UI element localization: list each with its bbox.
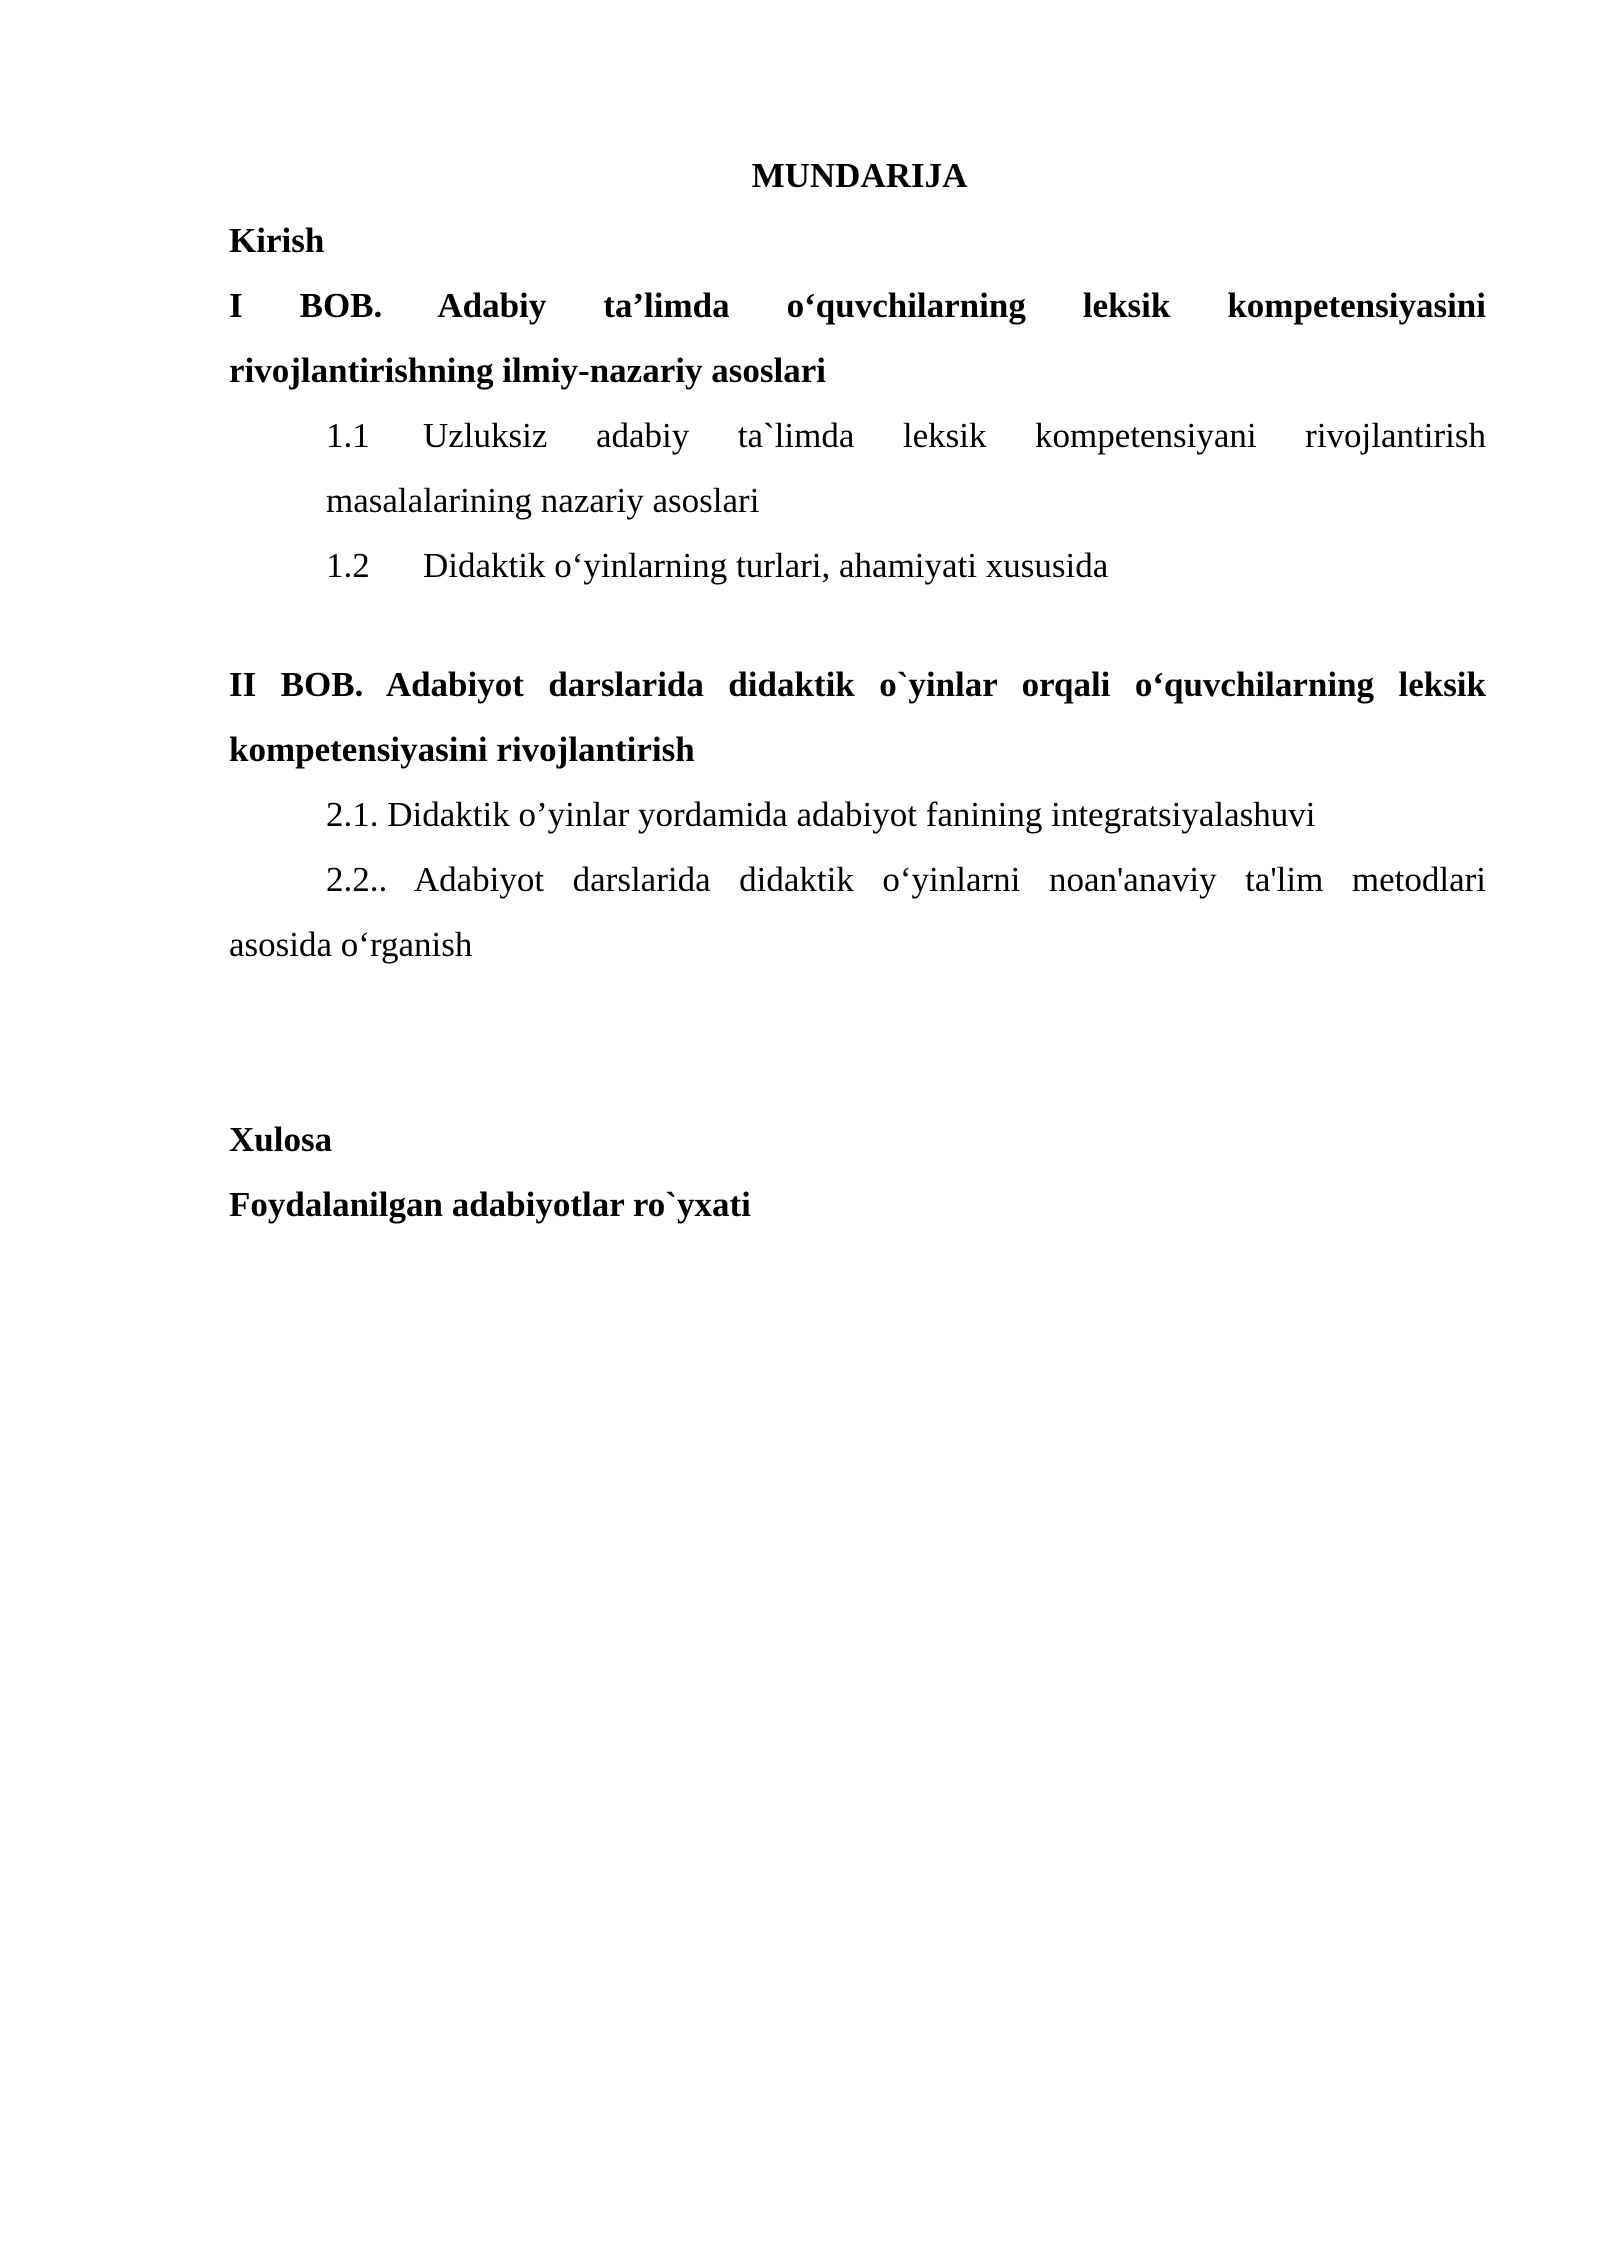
toc-chapter-2 — [229, 652, 1486, 782]
toc-section-1-1-title: Uzluksiz adabiy ta`limda leksik kompetensiyani rivojlantirish — [423, 416, 1486, 455]
toc-chapter-2-line-2: kompetensiyasini rivojlantirish — [229, 730, 695, 769]
toc-section-1-1-number: 1.1 — [326, 416, 370, 455]
toc-chapter-1 — [229, 273, 1486, 403]
toc-section-1-2-number: 1.2 — [326, 546, 370, 585]
toc-chapter-1-line-2: rivojlantirishning ilmiy-nazariy asoslari — [229, 351, 826, 390]
toc-intro: Kirish — [229, 221, 325, 260]
toc-section-2-2-line-2: asosida o‘rganish — [229, 925, 473, 964]
toc-section-1-2-line-1 — [326, 533, 1486, 598]
toc-section-1-1 — [326, 403, 1486, 533]
toc-chapter-2-line-1: II BOB. Adabiyot darslarida didaktik o`yinlar orqali o‘quvchilarning leksik — [229, 665, 1486, 704]
toc-chapter-1-line-1: I BOB. Adabiy ta’limda o‘quvchilarning leksik kompetensiyasini — [229, 286, 1486, 325]
toc-conclusion: Xulosa — [229, 1120, 333, 1159]
toc-section-2-1: 2.1. Didaktik o’yinlar yordamida adabiyot fanining integratsiyalashuvi — [326, 795, 1316, 834]
toc-section-1-2-title: Didaktik o‘yinlarning turlari, ahamiyati xususida — [423, 546, 1109, 585]
toc-section-1-1-line-2: masalalarining nazariy asoslari — [326, 481, 760, 520]
toc-section-1-1-line-1 — [326, 403, 1486, 468]
page-title: MUNDARIJA — [751, 156, 968, 195]
toc-references: Foydalanilgan adabiyotlar ro`yxati — [229, 1185, 751, 1224]
toc-section-2-2-line-1: 2.2.. Adabiyot darslarida didaktik o‘yinlarni noan'anaviy ta'lim metodlari — [326, 860, 1486, 899]
toc-section-2-2 — [229, 847, 1486, 977]
toc-section-1-2 — [326, 533, 1486, 598]
